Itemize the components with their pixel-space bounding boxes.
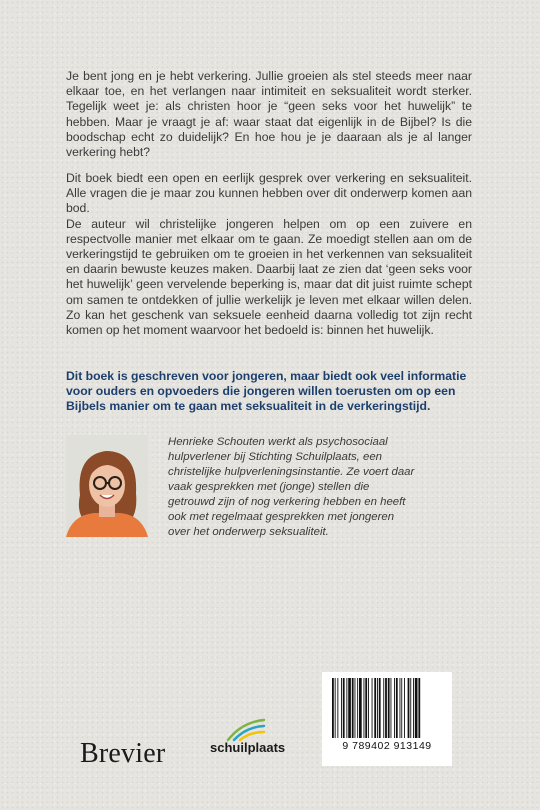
intro-block <box>66 69 472 174</box>
schuilplaats-arcs-icon <box>210 718 310 742</box>
author-bio: Henrieke Schouten werkt als psychosociaal hulpverlener bij Stichting Schuilplaats, een christelijke hulpverleningsinstantie. Ze voert daar vaak gesprekken met (jonge) stellen die getrouwd zijn of nog verkering hebben en heeft ook met regelmaat gesprekken met jongeren over het onderwerp seksualiteit. <box>168 436 415 538</box>
partner-logo-text: schuilplaats <box>210 740 286 755</box>
isbn-barcode <box>322 672 452 766</box>
isbn-number: 9 789402 913149 <box>342 740 432 752</box>
highlight-paragraph: Dit boek is geschreven voor jongeren, maar biedt ook veel informatie voor ouders en opvoeders die jongeren willen toerusten om op een Bijbels manier om te gaan met seksualiteit in de verkeringstijd. <box>66 369 467 414</box>
barcode-bars <box>330 678 444 740</box>
author-intent-paragraph: De auteur wil christelijke jongeren helpen om op een zuivere en respectvolle manier met elkaar om te gaan. Ze moedigt stellen aan om de verkeringstijd te gebruiken om te groeien in het verkennen van seksualiteit en daarin bewuste keuzes maken. Daarbij laat ze zien dat ‘geen seks voor het huwelijk’ geen vervelende beperking is, maar dat dit juist ruimte schept om samen te ontdekken of jullie werkelijk je leven met elkaar willen delen. Zo kan het geschenk van seksuele eenheid daarna volledig tot zijn recht komen op het moment waarvoor het bedoeld is: binnen het huwelijk. <box>66 216 472 338</box>
author-photo <box>66 435 148 537</box>
summary-block <box>66 171 472 338</box>
publisher-logo: Brevier <box>80 738 166 769</box>
schuilplaats-logo <box>210 718 310 764</box>
intro-paragraph: Je bent jong en je hebt verkering. Jullie groeien als stel steeds meer naar elkaar toe, en het verlangen naar intimiteit en seksualiteit wordt sterker. Tegelijk weet je: als christen hoor je “geen seks voor het huwelijk” te hebben. Maar je vraagt je af: waar staat dat eigenlijk in de Bijbel? Is die boodschap echt zo duidelijk? En hoe hou je je daaraan als je al langer verkering hebt? <box>66 69 472 160</box>
summary-paragraph: Dit boek biedt een open en eerlijk gesprek over verkering en seksualiteit. Alle vragen die je maar zou kunnen hebben over dit onderwerp komen aan bod. <box>66 171 472 216</box>
